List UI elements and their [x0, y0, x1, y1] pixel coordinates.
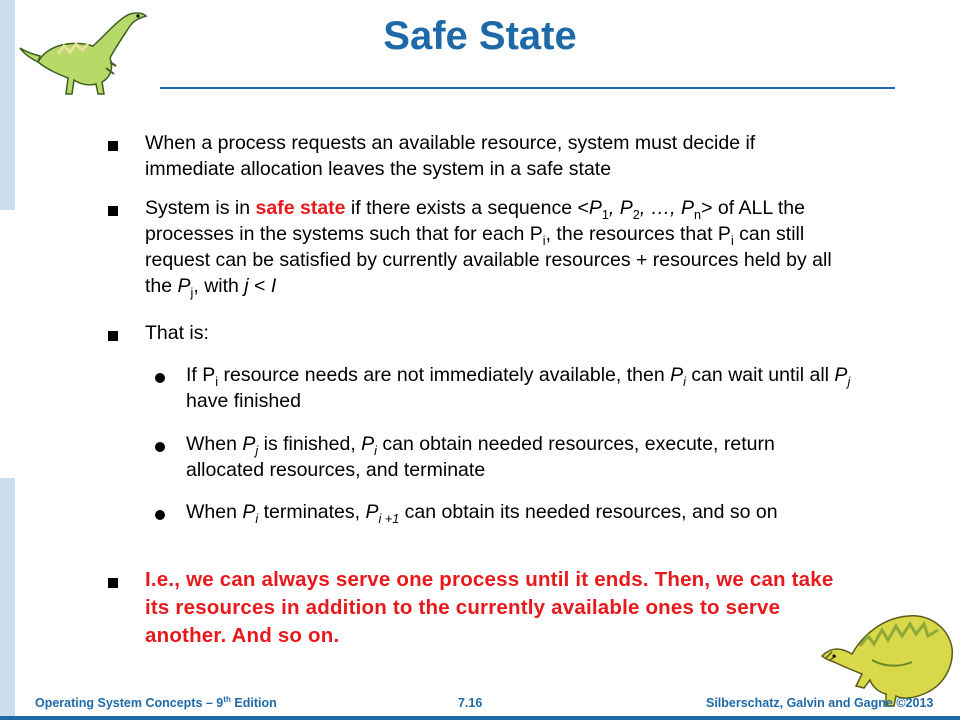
text-run: j [244, 275, 249, 297]
subscript: i [730, 233, 734, 248]
text-run: if there exists a sequence < [345, 197, 589, 219]
footer-authors: Silberschatz, Galvin and Gagne ©2013 [706, 696, 934, 710]
text-run: can wait until all [685, 364, 835, 386]
bullet-square [108, 206, 118, 216]
safe-state-term: safe state [255, 197, 346, 219]
text-run: < [248, 275, 271, 297]
title-underline [160, 87, 895, 89]
sub-bullet-text [186, 362, 856, 414]
text-run: can obtain needed resources, execute, return allocated resources, and terminate [186, 433, 775, 481]
text-run: P [588, 197, 602, 219]
text-run: P [242, 501, 256, 523]
bullet-square [108, 331, 118, 341]
subscript: j [847, 374, 851, 389]
slide-title: Safe State [383, 14, 577, 58]
subscript: i +1 [378, 511, 400, 526]
text-run: can obtain its needed resources, and so on [399, 501, 778, 523]
text-run: I [270, 275, 277, 297]
sub-bullet-text [186, 431, 856, 483]
bullet-dot [155, 510, 165, 520]
text-run: terminates, [258, 501, 366, 523]
dinosaur-icon [812, 596, 960, 710]
superscript: th [223, 694, 231, 704]
text-run: When [186, 433, 243, 455]
text-run: P [670, 364, 684, 386]
footer-book-title [35, 696, 277, 710]
subscript: i [542, 233, 546, 248]
bullet-text [145, 195, 845, 299]
text-run: P [834, 364, 848, 386]
side-accent-bar-bottom [0, 478, 15, 720]
text-run: , …, [639, 197, 681, 219]
text-run: have finished [186, 390, 301, 412]
sub-bullet-text [186, 499, 856, 525]
page-number: 7.16 [458, 696, 483, 710]
text-run: P [177, 275, 191, 297]
subscript: 2 [632, 207, 640, 222]
bullet-text: That is: [145, 322, 209, 344]
bullet-text: When a process requests an available resource, system must decide if immediate allocation leaves the system in a safe state [145, 132, 756, 180]
text-run: P [361, 433, 375, 455]
text-run: is finished, [258, 433, 362, 455]
text-run: When [186, 501, 243, 523]
bullet-square [108, 578, 118, 588]
subscript: i [374, 443, 377, 458]
subscript: 1 [601, 207, 609, 222]
subscript: i [683, 374, 686, 389]
text-run: , with [193, 275, 245, 297]
footer-rule [0, 716, 960, 720]
text-run: P [365, 501, 379, 523]
text-run: P [681, 197, 695, 219]
text-run: , [608, 197, 620, 219]
text-run: can still request can be satisfied by currently available resources + resources held by all the [145, 223, 832, 297]
bullet-square [108, 141, 118, 151]
bullet-dot [155, 373, 165, 383]
text-run: If P [186, 364, 216, 386]
text-run: System is in [145, 197, 256, 219]
subscript: n [694, 207, 702, 222]
text-run: Operating System Concepts – 9 [35, 696, 224, 710]
text-run: P [242, 433, 256, 455]
text-run: Edition [230, 696, 277, 710]
bullet-text-highlight: I.e., we can always serve one process until it ends. Then, we can take its resources in addition to the currently available ones to serve another. And so on. [145, 568, 834, 647]
subscript: i [215, 374, 219, 389]
subscript: i [255, 511, 259, 526]
bullet-dot [155, 442, 165, 452]
text-run: P [619, 197, 633, 219]
subscript: j [190, 285, 194, 300]
subscript: j [255, 443, 259, 458]
text-run: resource needs are not immediately available, then [218, 364, 671, 386]
text-run: > of ALL the processes in the systems such that for each P [145, 197, 805, 245]
text-run: , the resources that P [545, 223, 731, 245]
